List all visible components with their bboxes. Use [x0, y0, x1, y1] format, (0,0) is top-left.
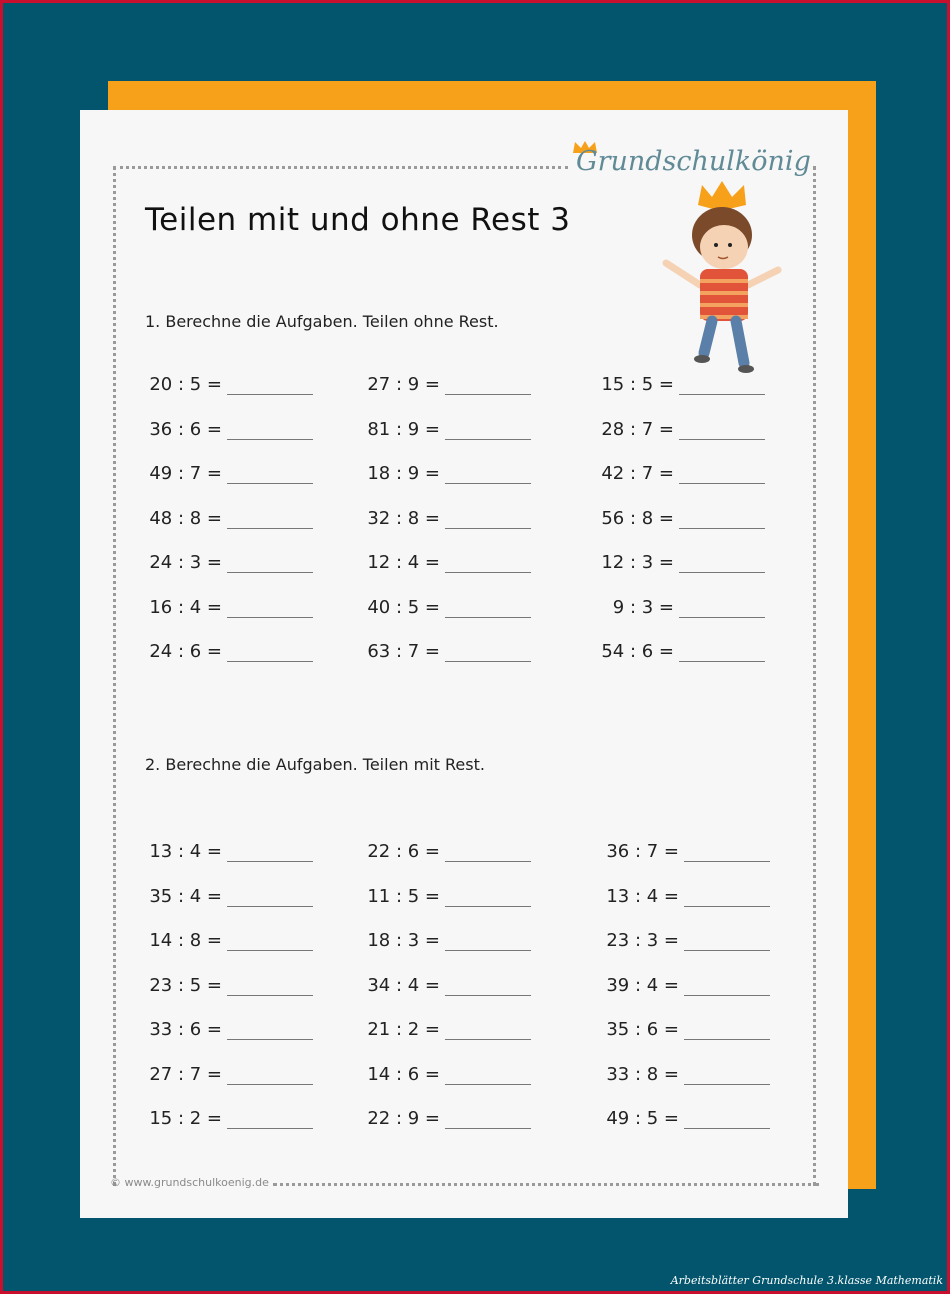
- problem-expression: 18 : 3 =: [367, 930, 440, 951]
- answer-line[interactable]: [445, 572, 531, 573]
- answer-line[interactable]: [684, 1039, 770, 1040]
- problem-expression: 14 : 8 =: [149, 930, 222, 951]
- problem-expression: 39 : 4 =: [606, 974, 679, 996]
- answer-line[interactable]: [679, 439, 765, 440]
- task-1-instruction: 1. Berechne die Aufgaben. Teilen ohne Rest.: [145, 312, 499, 331]
- answer-line[interactable]: [445, 995, 531, 996]
- problem-expression: 48 : 8 =: [149, 507, 222, 529]
- problem-expression: 21 : 2 =: [367, 1019, 440, 1040]
- answer-line[interactable]: [445, 950, 531, 951]
- problem-expression: 28 : 7 =: [601, 418, 674, 440]
- answer-line[interactable]: [445, 394, 531, 395]
- division-problem: [149, 374, 339, 400]
- problem-expression: 15 : 5 =: [601, 374, 674, 395]
- answer-line[interactable]: [679, 528, 765, 529]
- answer-line[interactable]: [227, 906, 313, 907]
- answer-line[interactable]: [445, 861, 531, 862]
- answer-line[interactable]: [679, 617, 765, 618]
- division-problem: [149, 1019, 339, 1045]
- division-problem: [367, 886, 557, 912]
- division-problem: [149, 886, 339, 912]
- problem-expression: 49 : 5 =: [606, 1108, 679, 1129]
- division-problem: [606, 975, 796, 1001]
- problem-expression: 18 : 9 =: [367, 463, 440, 484]
- answer-line[interactable]: [445, 1084, 531, 1085]
- answer-line[interactable]: [227, 950, 313, 951]
- division-problem: [606, 1019, 796, 1045]
- answer-line[interactable]: [227, 995, 313, 996]
- dotted-frame-top: [113, 166, 568, 169]
- answer-line[interactable]: [445, 1039, 531, 1040]
- division-problem: [367, 508, 557, 534]
- answer-line[interactable]: [227, 572, 313, 573]
- problem-expression: 23 : 5 =: [149, 974, 222, 996]
- problem-expression: 40 : 5 =: [367, 596, 440, 618]
- problem-expression: 27 : 7 =: [149, 1063, 222, 1085]
- problem-expression: 32 : 8 =: [367, 507, 440, 529]
- problem-expression: 12 : 3 =: [601, 552, 674, 573]
- division-problem: [606, 841, 796, 867]
- division-problem: [149, 641, 339, 667]
- division-problem: [149, 508, 339, 534]
- problem-expression: 35 : 6 =: [606, 1019, 679, 1040]
- division-problem: [367, 374, 557, 400]
- division-problem: [149, 419, 339, 445]
- problem-expression: 20 : 5 =: [149, 374, 222, 395]
- division-problem: [367, 841, 557, 867]
- division-problem: [601, 419, 791, 445]
- boy-with-crown-illustration: [660, 175, 785, 375]
- footer-url: © www.grundschulkoenig.de: [110, 1176, 269, 1189]
- division-problem: [606, 1064, 796, 1090]
- answer-line[interactable]: [679, 394, 765, 395]
- problem-expression: 36 : 6 =: [149, 418, 222, 440]
- division-problem: [367, 1019, 557, 1045]
- answer-line[interactable]: [445, 528, 531, 529]
- answer-line[interactable]: [684, 1084, 770, 1085]
- division-problem: [149, 463, 339, 489]
- answer-line[interactable]: [684, 950, 770, 951]
- problem-expression: 33 : 6 =: [149, 1019, 222, 1040]
- division-problem: [149, 930, 339, 956]
- answer-line[interactable]: [679, 661, 765, 662]
- problem-expression: 36 : 7 =: [606, 841, 679, 862]
- answer-line[interactable]: [679, 572, 765, 573]
- division-problem: [367, 463, 557, 489]
- division-problem: [367, 552, 557, 578]
- answer-line[interactable]: [445, 1128, 531, 1129]
- answer-line[interactable]: [227, 439, 313, 440]
- problem-expression: 49 : 7 =: [149, 463, 222, 484]
- answer-line[interactable]: [445, 439, 531, 440]
- problem-expression: 33 : 8 =: [606, 1063, 679, 1085]
- problem-expression: 15 : 2 =: [149, 1108, 222, 1129]
- problem-expression: 23 : 3 =: [606, 930, 679, 951]
- problem-expression: 13 : 4 =: [606, 885, 679, 907]
- answer-line[interactable]: [684, 861, 770, 862]
- division-problem: [149, 841, 339, 867]
- problem-expression: 9 : 3 =: [612, 596, 674, 618]
- watermark-caption: Arbeitsblätter Grundschule 3.klasse Mathematik: [670, 1274, 943, 1287]
- division-problem: [149, 1108, 339, 1134]
- division-problem: [606, 1108, 796, 1134]
- division-problem: [149, 597, 339, 623]
- answer-line[interactable]: [445, 906, 531, 907]
- division-problem: [606, 886, 796, 912]
- division-problem: [367, 1108, 557, 1134]
- problem-expression: 34 : 4 =: [367, 974, 440, 996]
- problem-expression: 12 : 4 =: [367, 552, 440, 573]
- problem-expression: 13 : 4 =: [149, 841, 222, 862]
- division-problem: [367, 597, 557, 623]
- answer-line[interactable]: [445, 483, 531, 484]
- answer-line[interactable]: [227, 1128, 313, 1129]
- division-problem: [149, 1064, 339, 1090]
- problem-expression: 54 : 6 =: [601, 641, 674, 662]
- problem-expression: 22 : 9 =: [367, 1108, 440, 1129]
- division-problem: [367, 1064, 557, 1090]
- problem-expression: 14 : 6 =: [367, 1063, 440, 1085]
- answer-line[interactable]: [445, 617, 531, 618]
- answer-line[interactable]: [684, 1128, 770, 1129]
- brand-logo: Grundschulkönig: [576, 146, 811, 177]
- division-problem: [367, 930, 557, 956]
- answer-line[interactable]: [227, 1084, 313, 1085]
- task-2-instruction: 2. Berechne die Aufgaben. Teilen mit Rest.: [145, 755, 485, 774]
- division-problem: [606, 930, 796, 956]
- division-problem: [601, 641, 791, 667]
- answer-line[interactable]: [684, 995, 770, 996]
- division-problem: [367, 641, 557, 667]
- division-problem: [149, 975, 339, 1001]
- problem-expression: 24 : 6 =: [149, 641, 222, 662]
- problem-expression: 24 : 3 =: [149, 552, 222, 573]
- answer-line[interactable]: [445, 661, 531, 662]
- problem-expression: 81 : 9 =: [367, 418, 440, 440]
- answer-line[interactable]: [227, 394, 313, 395]
- answer-line[interactable]: [227, 1039, 313, 1040]
- problem-expression: 56 : 8 =: [601, 507, 674, 529]
- division-problem: [601, 463, 791, 489]
- problem-expression: 42 : 7 =: [601, 463, 674, 484]
- page-title: Teilen mit und ohne Rest 3: [145, 202, 571, 238]
- division-problem: [601, 552, 791, 578]
- division-problem: [601, 597, 791, 623]
- problem-expression: 11 : 5 =: [367, 885, 440, 907]
- answer-line[interactable]: [227, 528, 313, 529]
- problem-expression: 35 : 4 =: [149, 885, 222, 907]
- problem-expression: 16 : 4 =: [149, 596, 222, 618]
- problem-expression: 22 : 6 =: [367, 841, 440, 862]
- answer-line[interactable]: [227, 861, 313, 862]
- problem-expression: 63 : 7 =: [367, 641, 440, 662]
- answer-line[interactable]: [679, 483, 765, 484]
- division-problem: [367, 419, 557, 445]
- division-problem: [367, 975, 557, 1001]
- division-problem: [601, 508, 791, 534]
- worksheet-page: [80, 110, 848, 1218]
- dotted-frame-bottom: [273, 1183, 819, 1186]
- problem-expression: 27 : 9 =: [367, 374, 440, 395]
- division-problem: [149, 552, 339, 578]
- answer-line[interactable]: [227, 483, 313, 484]
- division-problem: [601, 374, 791, 400]
- answer-line[interactable]: [684, 906, 770, 907]
- answer-line[interactable]: [227, 661, 313, 662]
- answer-line[interactable]: [227, 617, 313, 618]
